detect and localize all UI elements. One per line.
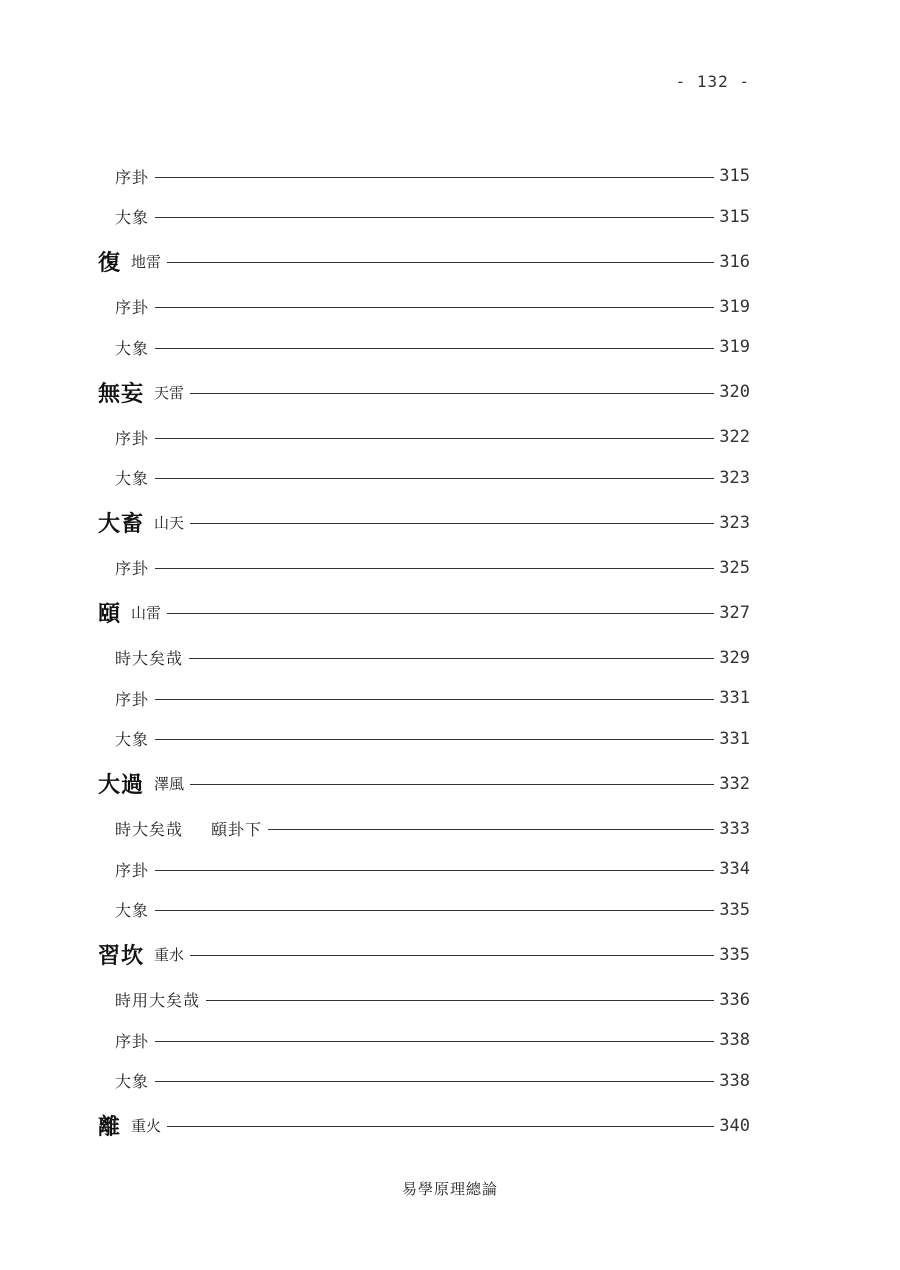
subentry-title: 時大矣哉 [115,649,184,669]
toc-subentry[interactable] [98,678,750,719]
toc-subentry[interactable] [98,417,750,458]
subentry-title: 大象 [115,469,150,489]
subentry-title: 序卦 [115,689,150,709]
page-reference: 331 [719,688,750,709]
leader-line [155,438,714,439]
leader-line [167,613,714,614]
hexagram-name: 無妄 [98,380,145,407]
toc-hexagram-entry[interactable] [98,588,750,638]
subentry-title: 大象 [115,208,150,228]
leader-line [268,829,714,830]
hexagram-trigram: 山雷 [131,604,162,623]
leader-line [206,1000,714,1001]
subentry-title: 時用大矣哉 [115,991,201,1011]
subentry-note: 頤卦下 [211,820,263,840]
toc-subentry[interactable] [98,1061,750,1102]
subentry-title: 序卦 [115,167,150,187]
hexagram-trigram: 重火 [131,1117,162,1136]
subentry-title: 大象 [115,338,150,358]
page-reference: 338 [719,1030,750,1051]
leader-line [167,262,714,263]
subentry-title: 時大矣哉 [115,820,184,840]
leader-line [190,955,714,956]
leader-line [190,523,714,524]
leader-line [155,1081,714,1082]
leader-line [155,739,714,740]
toc-subentry[interactable] [98,719,750,760]
page-reference: 322 [719,427,750,448]
page-reference: 323 [719,467,750,488]
subentry-title: 序卦 [115,1031,150,1051]
leader-line [167,1126,714,1127]
toc-subentry[interactable] [98,287,750,328]
page-reference: 315 [719,206,750,227]
table-of-contents [98,156,750,1151]
toc-hexagram-entry[interactable] [98,237,750,287]
toc-subentry[interactable] [98,548,750,589]
leader-line [190,393,714,394]
toc-subentry[interactable] [98,458,750,499]
toc-subentry[interactable] [98,849,750,890]
toc-subentry[interactable] [98,327,750,368]
hexagram-trigram: 地雷 [131,253,162,272]
subentry-title: 大象 [115,730,150,750]
page-reference: 334 [719,859,750,880]
page-reference: 323 [719,512,750,533]
toc-subentry[interactable] [98,1020,750,1061]
toc-subentry[interactable] [98,156,750,197]
hexagram-name: 復 [98,250,122,277]
page-reference: 332 [719,773,750,794]
toc-hexagram-entry[interactable] [98,1101,750,1151]
page-reference: 319 [719,337,750,358]
toc-subentry[interactable] [98,638,750,679]
subentry-title: 序卦 [115,428,150,448]
page-reference: 335 [719,899,750,920]
page-reference: 320 [719,382,750,403]
page-reference: 316 [719,251,750,272]
subentry-title: 大象 [115,901,150,921]
leader-line [155,177,714,178]
hexagram-name: 離 [98,1114,122,1141]
footer-book-title: 易學原理總論 [401,1180,498,1198]
page-reference: 338 [719,1070,750,1091]
hexagram-name: 頤 [98,601,122,628]
page-reference: 340 [719,1115,750,1136]
leader-line [155,348,714,349]
subentry-title: 序卦 [115,860,150,880]
page-reference: 327 [719,602,750,623]
page-number: - 132 - [675,72,750,91]
toc-hexagram-entry[interactable] [98,759,750,809]
page-reference: 331 [719,728,750,749]
toc-hexagram-entry[interactable] [98,368,750,418]
hexagram-name: 大過 [98,772,145,799]
toc-subentry[interactable] [98,197,750,238]
page-reference: 325 [719,557,750,578]
hexagram-trigram: 天雷 [154,383,185,402]
page-reference: 315 [719,166,750,187]
page-reference: 333 [719,818,750,839]
hexagram-name: 大畜 [98,511,145,538]
leader-line [155,870,714,871]
leader-line [155,910,714,911]
hexagram-trigram: 重水 [154,946,185,965]
leader-line [155,217,714,218]
toc-subentry[interactable] [98,809,750,850]
leader-line [155,699,714,700]
leader-line [155,568,714,569]
toc-hexagram-entry[interactable] [98,930,750,980]
subentry-title: 序卦 [115,298,150,318]
leader-line [155,478,714,479]
page-reference: 335 [719,944,750,965]
page-reference: 329 [719,647,750,668]
leader-line [155,1041,714,1042]
toc-subentry[interactable] [98,980,750,1021]
leader-line [155,307,714,308]
subentry-title: 大象 [115,1072,150,1092]
hexagram-trigram: 澤風 [154,775,185,794]
page-reference: 319 [719,296,750,317]
leader-line [190,784,714,785]
hexagram-name: 習坎 [98,943,145,970]
toc-subentry[interactable] [98,890,750,931]
hexagram-trigram: 山天 [154,514,185,533]
toc-hexagram-entry[interactable] [98,498,750,548]
page-reference: 336 [719,989,750,1010]
leader-line [189,658,714,659]
subentry-title: 序卦 [115,559,150,579]
